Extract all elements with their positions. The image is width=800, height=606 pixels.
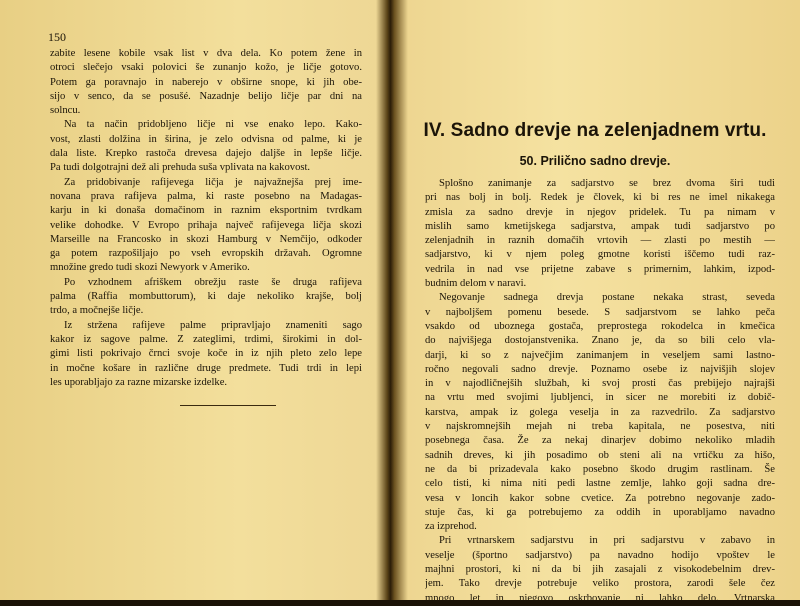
text-line: Na ta način pridobljeno ličje ni vse enako lepo. Kako- bbox=[64, 119, 362, 131]
text-line: trdo, a močnejše ličje. bbox=[50, 305, 144, 317]
text-line: vedrila in nad vse prijetne zabave s primernim, lahkim, izpod- bbox=[425, 263, 775, 275]
left-page bbox=[0, 0, 382, 600]
text-line: zabite lesene kobile vsak list v dva dela. Ko potem žene in bbox=[50, 48, 362, 59]
text-line: vost, zlasti dolžina in širina, je zelo odvisna od palme, ki je bbox=[50, 133, 362, 145]
text-line: v najskromnejših mejah ni treba kapitala, ne posestva, niti bbox=[425, 421, 775, 433]
text-line: stuje čas, ki ga potrebujemo za oddih in uporabljamo navadno bbox=[425, 506, 775, 518]
text-line: otroci slečejo vsaki polovici še zunanjo kožo, je ličje gotovo. bbox=[50, 62, 362, 74]
text-line: ga potem razpošiljajo po vseh evropskih državah. Ogromne bbox=[50, 248, 362, 260]
text-line: velike dohodke. V Evropo prihaja največ rafijevega ličja skozi bbox=[50, 219, 362, 231]
text-line: budnim delom v naravi. bbox=[425, 278, 527, 290]
text-line: množine gredo tudi skozi Newyork v Ameriko. bbox=[50, 262, 250, 274]
text-line: vsakdo od uboznega gostača, preprostega rokodelca in kmečica bbox=[425, 320, 775, 332]
text-line: Negovanje sadnega drevja postane nekaka strast, seveda bbox=[439, 292, 775, 304]
text-line: vesa v loncih kakor sobne cvetice. Za potrebno negovanje zado- bbox=[425, 492, 775, 504]
text-line: Marseille na Francosko in skozi Hamburg v Nemčijo, odkoder bbox=[50, 233, 362, 245]
text-line: Po vzhodnem afriškem obrežju raste še druga rafijeva bbox=[64, 276, 362, 288]
text-line: v najboljšem pomenu besede. S sadjarstvom se lahko peča bbox=[425, 306, 775, 318]
text-line: dala liste. Krepko rastoča drevesa dajejo daljše in lepše ličje. bbox=[50, 148, 362, 160]
text-line: Pa tudi dolgotrajni dež ali prehuda suša vplivata na kakovost. bbox=[50, 162, 311, 174]
text-line: mnogo let in njegovo oskrbovanje ni lahko delo. Vrtnarska bbox=[425, 592, 775, 604]
text-line: in v najodličnejših službah, ki svoj prosti čas prebijejo najrajši bbox=[425, 378, 775, 390]
text-line: les uporabljajo za razne mizarske izdelke. bbox=[50, 376, 228, 388]
text-line: gimi listi pokrivajo črnci svoje koče in iz njih pleto zelo lepe bbox=[50, 348, 362, 360]
text-line: in močne košare in različne druge predmete. Tudi trdi in lepi bbox=[50, 362, 362, 374]
text-line: zelenjadnih in raznih domačih vrtovih — zlasti po mestih — bbox=[425, 235, 775, 247]
text-line: palma (Raffia mombuttorum), ki daje nekoliko krajše, bolj bbox=[50, 291, 362, 303]
text-line: celo tisti, ki nima niti pedi lastne zemlje, lahko goji sadna dre- bbox=[425, 478, 775, 490]
right-page bbox=[392, 0, 800, 604]
text-line: pri nas bolj in bolj. Redek je človek, ki bi res ne imel nikakega bbox=[425, 192, 775, 204]
text-line: za izprehod. bbox=[425, 521, 477, 533]
text-line: do najvišjega dostojanstvenika. Znano je, da so bili celo vla- bbox=[425, 335, 775, 347]
text-line: sadnih dreves, ki jih posadimo ob steni ali na vrtičku za hišo, bbox=[425, 449, 775, 461]
text-line: mislih samo kmetijskega sadjarstva, ampak tudi sadjarstvo po bbox=[425, 220, 775, 232]
text-line: sijo v senco, da se posušé. Nazadnje belijo ličje par dni na bbox=[50, 90, 362, 102]
text-line: posebnega časa. Že za nekaj dinarjev dobimo nekoliko mladih bbox=[425, 435, 775, 447]
text-line: zmisla za sadno drevje in njegov pridelek. Tu pa nimam v bbox=[425, 206, 775, 218]
chapter-title: IV. Sadno drevje na zelenjadnem vrtu. bbox=[423, 120, 767, 141]
text-line: karju in ki donaša domačinom in raznim eksportnim tvrdkam bbox=[50, 205, 362, 217]
text-line: Za pridobivanje rafijevega ličja je najvažnejša prej ime- bbox=[64, 176, 362, 188]
text-line: Splošno zanimanje za sadjarstvo se brez dvoma širi tudi bbox=[439, 178, 775, 189]
text-line: kakor iz sagove palme. Z zateglimi, trdimi, širokimi in dol- bbox=[50, 333, 362, 345]
text-line: darji, ki so z največjim zanimanjem in veseljem sami lastno- bbox=[425, 349, 775, 361]
text-line: Potem ga poravnajo in naberejo v obširne snope, ki jih obe- bbox=[50, 76, 362, 88]
text-line: ne da bi prizadevala kako posebno škodo drugim rastlinam. Še bbox=[425, 463, 775, 475]
text-line: na vrtu med svojimi ljubljenci, in sicer ne morebiti iz dobič- bbox=[425, 392, 775, 404]
text-line: solncu. bbox=[50, 105, 81, 117]
page-number: 150 bbox=[48, 30, 66, 44]
text-line: ročno negovali sadno drevje. Poznamo osebe iz najvišjih slojev bbox=[425, 363, 775, 375]
text-line: majhni prostori, ki ni da bi jih zasajali z visokodebelnim drev- bbox=[425, 564, 775, 576]
left-page-text bbox=[50, 47, 362, 390]
end-divider bbox=[180, 405, 276, 406]
text-line: jem. Tako drevje potrebuje veliko prostora, zarodi šele čez bbox=[425, 578, 775, 590]
text-line: sadjarstvo, ki v njem poleg gmotne koristi iščemo tudi raz- bbox=[425, 249, 775, 261]
text-line: karstva, ampak iz golega veselja in za razvedrilo. Za sadjarstvo bbox=[425, 406, 775, 418]
text-line: Iz stržena rafijeve palme pripravljajo znameniti sago bbox=[64, 319, 362, 331]
text-line: novana prava rafijeva palma, ki raste posebno na Madagas- bbox=[50, 190, 362, 202]
text-line: veselje (športno sadjarstvo) pa navadno hodijo vpoštev le bbox=[425, 549, 775, 561]
right-page-text bbox=[425, 177, 775, 606]
text-line: Pri vrtnarskem sadjarstvu in pri sadjarstvu v zabavo in bbox=[439, 535, 775, 547]
section-title: 50. Prilično sadno drevje. bbox=[519, 154, 671, 168]
